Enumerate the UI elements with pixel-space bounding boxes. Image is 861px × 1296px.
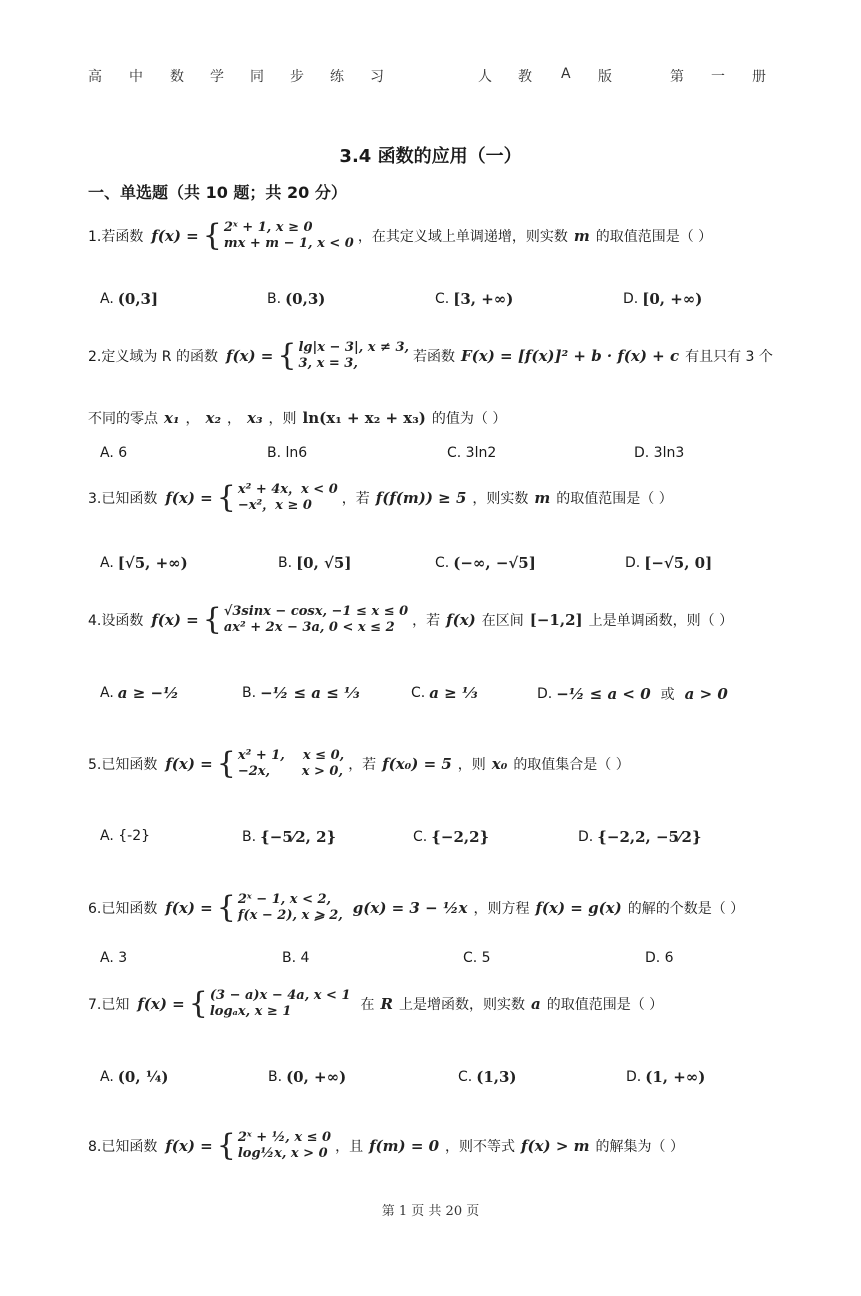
question-text: ，在其定义域上单调递增，则实数 xyxy=(357,229,568,245)
option-a[interactable] xyxy=(100,290,158,308)
question-7 xyxy=(88,988,663,1020)
option-c[interactable]: C. 3ln2 xyxy=(447,445,497,461)
option-label: D. xyxy=(623,291,639,307)
math-variable: x₃ xyxy=(247,409,263,427)
option-d[interactable]: D. 3ln3 xyxy=(634,445,685,461)
question-text: 有且只有 3 个 xyxy=(685,349,773,365)
option-label: C. xyxy=(435,291,450,307)
function-label: f(x) = xyxy=(226,347,274,365)
math-expression: f(f(m)) ≥ 5 xyxy=(375,489,467,507)
option-c[interactable] xyxy=(411,684,484,702)
option-value: [0, √5] xyxy=(296,554,352,572)
question-number: 7.已知 xyxy=(88,997,130,1013)
case-1: √3sinx − cosx, −1 ≤ x ≤ 0 xyxy=(223,604,409,619)
piecewise-cases xyxy=(238,748,344,780)
option-value: [3, +∞) xyxy=(453,290,514,308)
header-volume-char: 一 xyxy=(711,69,725,85)
case-1: (3 − a)x − 4a, x < 1 xyxy=(209,988,351,1003)
case-2: mx + m − 1, x < 0 xyxy=(223,236,354,251)
math-expression: ln(x₁ + x₂ + x₃) xyxy=(302,409,426,427)
option-label: B. xyxy=(278,555,293,571)
function-label: f(x) = xyxy=(165,1137,213,1155)
option-label: D. xyxy=(578,829,594,845)
piecewise-function xyxy=(135,988,350,1020)
question-1 xyxy=(88,220,712,252)
option-c[interactable]: C. 5 xyxy=(463,950,491,966)
math-variable: x₁ xyxy=(164,409,180,427)
option-value: (0,3) xyxy=(285,290,326,308)
option-label: B. xyxy=(267,291,282,307)
option-a[interactable] xyxy=(100,684,185,702)
question-text: ，若 xyxy=(341,491,370,507)
piecewise-function xyxy=(224,340,409,372)
option-label: D. xyxy=(625,555,641,571)
option-value: [√5, +∞) xyxy=(117,554,188,572)
option-value: −½ ≤ a ≤ ⅓ xyxy=(260,684,360,702)
question-number: 2.定义域为 R 的函数 xyxy=(88,349,218,365)
piecewise-cases xyxy=(238,1130,331,1162)
header-char: 中 xyxy=(129,69,143,85)
question-text: ，且 xyxy=(335,1139,364,1155)
function-label: f(x) = xyxy=(165,755,213,773)
piecewise-cases xyxy=(210,988,351,1020)
option-value: (−∞, −√5] xyxy=(453,554,536,572)
brace-icon: { xyxy=(216,1128,236,1163)
question-5 xyxy=(88,748,630,780)
math-variable: m xyxy=(573,227,590,245)
question-text: ，则 xyxy=(268,411,297,427)
math-expression: g(x) = 3 − ½x xyxy=(352,899,468,917)
case-1: x² + 1, x ≤ 0, xyxy=(237,748,345,763)
case-1: 2ˣ + 1, x ≥ 0 xyxy=(223,220,313,235)
header-edition-char: 教 xyxy=(518,69,532,85)
function-label: f(x) = xyxy=(165,899,213,917)
option-value: (0, ¼) xyxy=(117,1068,169,1086)
option-d[interactable] xyxy=(626,1068,705,1086)
header-char: 同 xyxy=(250,69,264,85)
math-variable: x₀ xyxy=(491,755,508,773)
option-value: (1,3) xyxy=(476,1068,517,1086)
option-label: C. xyxy=(458,1069,473,1085)
case-1: 2ˣ − 1, x < 2, xyxy=(237,892,332,907)
brace-icon: { xyxy=(216,890,236,925)
function-label: f(x) = xyxy=(137,995,185,1013)
option-b[interactable]: B. 4 xyxy=(282,950,310,966)
option-b[interactable] xyxy=(278,554,351,572)
question-text: ，则实数 xyxy=(472,491,529,507)
math-expression: f(m) = 0 xyxy=(369,1137,440,1155)
option-d[interactable] xyxy=(578,828,702,846)
math-expression: f(x₀) = 5 xyxy=(382,755,452,773)
brace-icon: { xyxy=(202,602,222,637)
question-number: 3.已知函数 xyxy=(88,491,158,507)
option-value: (0,3] xyxy=(117,290,159,308)
case-2: logₐx, x ≥ 1 xyxy=(209,1004,292,1019)
piecewise-function xyxy=(163,748,344,780)
option-label: D. xyxy=(626,1069,642,1085)
option-label: C. xyxy=(411,685,426,701)
header-volume-char: 册 xyxy=(752,69,766,85)
math-expression: f(x) xyxy=(446,611,476,629)
option-c[interactable] xyxy=(435,554,536,572)
option-d[interactable]: D. 6 xyxy=(645,950,674,966)
math-variable: m xyxy=(534,489,551,507)
piecewise-function xyxy=(149,220,353,252)
option-a[interactable] xyxy=(100,554,188,572)
option-b[interactable] xyxy=(242,684,366,702)
function-label: f(x) = xyxy=(151,227,199,245)
option-d[interactable] xyxy=(537,684,734,704)
case-1: lg|x − 3|, x ≠ 3, xyxy=(298,340,410,355)
question-text: 的取值范围是（ ） xyxy=(546,997,664,1013)
case-2: −2x, x > 0, xyxy=(237,764,344,779)
option-c[interactable] xyxy=(413,828,489,846)
option-value: (0, +∞) xyxy=(286,1068,347,1086)
header-edition-char: A xyxy=(561,66,571,82)
function-label: f(x) = xyxy=(151,611,199,629)
option-a[interactable]: A. 3 xyxy=(100,950,128,966)
case-2: −x²，x ≥ 0 xyxy=(237,498,312,513)
question-text: 的取值范围是（ ） xyxy=(556,491,673,507)
header-edition-char: 人 xyxy=(478,69,492,85)
question-text: ，则不等式 xyxy=(445,1139,516,1155)
math-interval: [−1,2] xyxy=(529,611,583,629)
piecewise-function xyxy=(163,1130,331,1162)
case-2: f(x − 2), x ⩾ 2, xyxy=(237,908,343,923)
piecewise-cases xyxy=(224,604,408,636)
option-value: a > 0 xyxy=(684,685,728,703)
piecewise-cases xyxy=(238,892,343,924)
option-d[interactable] xyxy=(625,554,712,572)
question-text: ，则 xyxy=(457,757,486,773)
question-8 xyxy=(88,1130,684,1162)
option-label: C. xyxy=(435,555,450,571)
piecewise-cases xyxy=(238,482,338,514)
option-value: [−√5, 0] xyxy=(644,554,713,572)
question-text: 的解的个数是（ ） xyxy=(627,901,745,917)
question-text: 在 xyxy=(360,997,375,1013)
question-number: 5.已知函数 xyxy=(88,757,158,773)
option-value: a ≥ −½ xyxy=(117,684,179,702)
question-number: 6.已知函数 xyxy=(88,901,158,917)
piecewise-cases xyxy=(298,340,409,372)
header-char: 练 xyxy=(330,69,344,85)
question-number: 1.若函数 xyxy=(88,229,144,245)
option-label: C. xyxy=(413,829,428,845)
brace-icon: { xyxy=(216,746,236,781)
math-variable: x₂ xyxy=(205,409,222,427)
option-b[interactable]: B. ln6 xyxy=(267,445,308,461)
page-footer: 第 1 页 共 20 页 xyxy=(381,1204,480,1219)
option-label: B. xyxy=(268,1069,283,1085)
case-2: 3, x = 3, xyxy=(298,356,358,371)
header-volume-char: 第 xyxy=(670,69,684,85)
question-text: 的取值范围是（ ） xyxy=(595,229,713,245)
question-text: ，若 xyxy=(348,757,377,773)
question-text: ，若 xyxy=(412,613,441,629)
option-label: B. xyxy=(242,829,257,845)
option-label: D. xyxy=(537,686,553,702)
option-value: {−2,2, −5⁄2} xyxy=(597,828,702,846)
option-value: [0, +∞) xyxy=(642,290,703,308)
question-text: 上是增函数，则实数 xyxy=(398,997,525,1013)
question-2 xyxy=(88,340,773,372)
option-b[interactable] xyxy=(242,828,336,846)
option-value: (1, +∞) xyxy=(645,1068,706,1086)
function-label: f(x) = xyxy=(165,489,213,507)
option-b[interactable] xyxy=(268,1068,346,1086)
case-2: log½x, x > 0 xyxy=(237,1146,328,1161)
case-1: x² + 4x，x < 0 xyxy=(237,482,338,497)
option-label: A. xyxy=(100,1069,114,1085)
option-c[interactable] xyxy=(458,1068,517,1086)
option-label: A. xyxy=(100,685,114,701)
question-text: 在区间 xyxy=(481,613,524,629)
header-char: 高 xyxy=(88,69,102,85)
header-char: 习 xyxy=(370,69,384,85)
section-heading: 一、单选题（共 10 题；共 20 分） xyxy=(88,183,347,202)
math-variable: a xyxy=(530,995,541,1013)
question-3 xyxy=(88,482,673,514)
question-number: 4.设函数 xyxy=(88,613,144,629)
brace-icon: { xyxy=(188,986,208,1021)
question-number: 8.已知函数 xyxy=(88,1139,158,1155)
question-text: 上是单调函数，则（ ） xyxy=(588,613,734,629)
brace-icon: { xyxy=(277,338,297,373)
question-text: 不同的零点 xyxy=(88,411,158,427)
math-expression: f(x) > m xyxy=(521,1137,590,1155)
piecewise-cases xyxy=(224,220,354,252)
case-2: ax² + 2x − 3a, 0 < x ≤ 2 xyxy=(223,620,395,635)
option-d[interactable] xyxy=(623,290,702,308)
question-6 xyxy=(88,892,744,924)
piecewise-function xyxy=(163,892,342,924)
option-a[interactable]: A. 6 xyxy=(100,445,128,461)
header-edition-char: 版 xyxy=(598,69,612,85)
math-variable: R xyxy=(380,995,393,1013)
piecewise-function xyxy=(149,604,408,636)
option-value: −½ ≤ a < 0 xyxy=(556,685,651,703)
math-expression: f(x) = g(x) xyxy=(535,899,622,917)
question-4 xyxy=(88,604,733,636)
option-value: a ≥ ⅓ xyxy=(429,684,478,702)
question-text: 的取值集合是（ ） xyxy=(513,757,630,773)
option-connector: 或 xyxy=(660,687,675,703)
page-title: 3.4 函数的应用（一） xyxy=(339,146,522,167)
question-text: 的值为（ ） xyxy=(431,411,507,427)
option-b[interactable] xyxy=(267,290,325,308)
question-text: ，则方程 xyxy=(473,901,530,917)
option-label: A. xyxy=(100,291,114,307)
header-char: 步 xyxy=(290,69,304,85)
piecewise-function xyxy=(163,482,337,514)
header-char: 数 xyxy=(170,69,184,85)
option-a[interactable]: A. {-2} xyxy=(100,828,151,844)
question-text: 的解集为（ ） xyxy=(595,1139,684,1155)
option-value: {−5⁄2, 2} xyxy=(260,828,337,846)
option-a[interactable] xyxy=(100,1068,169,1086)
brace-icon: { xyxy=(216,480,236,515)
math-expression: F(x) = [f(x)]² + b · f(x) + c xyxy=(461,347,680,365)
option-label: A. xyxy=(100,555,114,571)
brace-icon: { xyxy=(202,218,222,253)
option-value: {−2,2} xyxy=(431,828,490,846)
question-text: 若函数 xyxy=(413,349,456,365)
header-char: 学 xyxy=(210,69,224,85)
question-2-line-2: 不同的零点 x₁ ， x₂ ， x₃ ，则 ln(x₁ + x₂ + x₃) 的值为（ ） xyxy=(88,409,507,427)
option-c[interactable] xyxy=(435,290,513,308)
case-1: 2ˣ + ½, x ≤ 0 xyxy=(237,1130,332,1145)
option-label: B. xyxy=(242,685,257,701)
